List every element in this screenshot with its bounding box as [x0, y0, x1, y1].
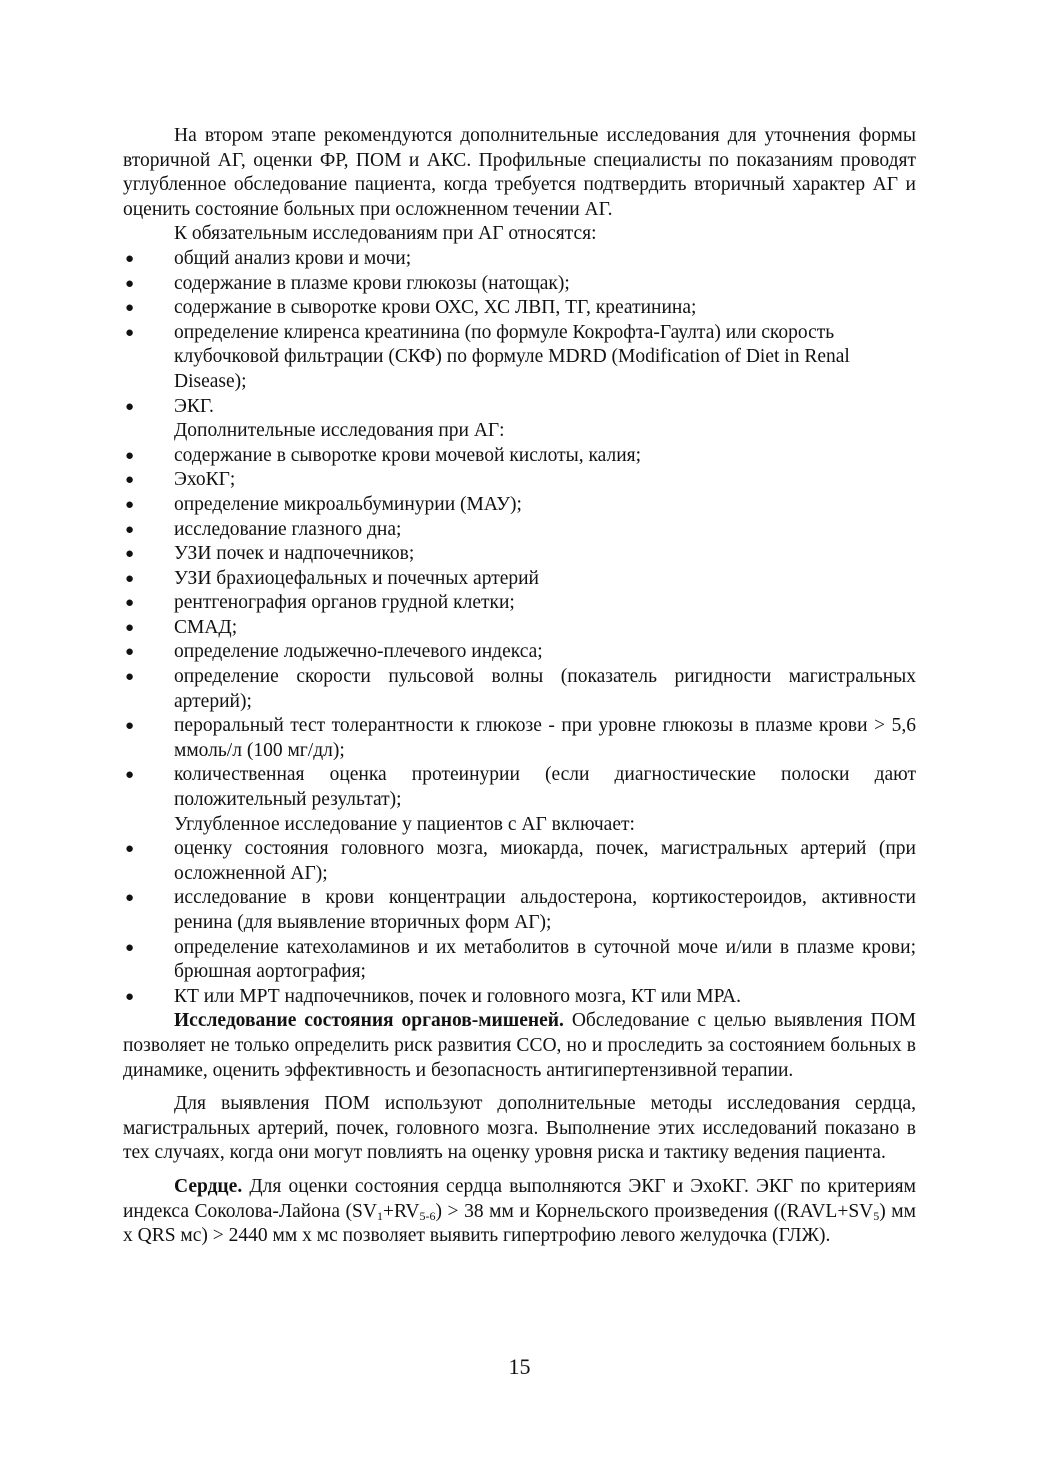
bullet-icon: ● — [125, 595, 135, 612]
bullet-icon: ● — [125, 988, 135, 1005]
target-organs-paragraph: Исследование состояния органов-мишеней. Обследование с целью выявления ПОМ позволяет не только определить риск развития ССО, но и проследить за состоянием больных в динамике, оценить эффективность и безопасность антигипертензивной терапии. — [123, 1010, 916, 1081]
indepth-list — [123, 837, 916, 1009]
list-item: ● количественная оценка протеинурии (если диагностические полоски дают положительный результат); — [125, 764, 916, 811]
list-item: ● УЗИ брахиоцефальных и почечных артерий — [123, 567, 916, 592]
bullet-icon: ● — [125, 546, 135, 563]
bullet-icon: ● — [125, 472, 135, 489]
bullet-icon: ● — [125, 300, 135, 317]
list-item: ● рентгенография органов грудной клетки; — [123, 591, 916, 616]
bullet-icon: ● — [125, 644, 135, 661]
heart-paragraph: Сердце. Для оценки состояния сердца выполняются ЭКГ и ЭхоКГ. ЭКГ по критериям индекса Соколова-Лайона $(SV_1+RV_{5-6}) > 38$ мм и Корнельского произведения ($(RAVL+SV_5)$ мм х QRS мс) > 2440 мм х мс позволяет выявить гипертрофию левого желудочка (ГЛЖ). — [123, 1175, 916, 1247]
bullet-icon: ● — [125, 275, 135, 292]
list-item: ● определение катехоламинов и их метаболитов в суточной моче и/или в плазме крови; брюшная аортография; — [125, 936, 916, 983]
bullet-icon: ● — [125, 496, 135, 513]
heart-heading: Сердце. — [174, 1175, 243, 1197]
bullet-icon: ● — [125, 669, 135, 686]
list-item: ● определение скорости пульсовой волны (показатель ригидности магистральных артерий); — [125, 666, 916, 712]
list-item: ● содержание в плазме крови глюкозы (натощак); — [123, 272, 916, 297]
bullet-icon: ● — [125, 324, 135, 341]
intro-paragraph: На втором этапе рекомендуются дополнительные исследования для уточнения формы вторичной АГ, оценки ФР, ПОМ и АКС. Профильные специалисты по показаниям проводят углубленное обследование пациента, когда требуется подтвердить вторичный характер АГ и оценить состояние больных при осложненном течении АГ. — [123, 125, 916, 220]
bullet-icon: ● — [125, 890, 135, 907]
list-item: ● определение клиренса креатинина (по формуле Кокрофта-Гаулта) или скорость клубочковой фильтрации (СКФ) по формуле MDRD (Modification of Diet in Renal Disease); — [125, 321, 850, 392]
page-number: 15 — [508, 1354, 531, 1379]
indepth-heading: Углубленное исследование у пациентов с АГ включает: — [174, 813, 635, 835]
bullet-icon: ● — [125, 521, 135, 538]
bullet-icon: ● — [125, 447, 135, 464]
list-item: ● определение микроальбуминурии (МАУ); — [123, 493, 916, 518]
list-item: ● ЭКГ. — [123, 395, 916, 420]
list-item: ● ЭхоКГ; — [123, 468, 916, 493]
additional-list — [123, 444, 916, 813]
list-item: ● УЗИ почек и надпочечников; — [123, 542, 916, 567]
list-item: ● содержание в сыворотке крови ОХС, ХС ЛВП, ТГ, креатинина; — [123, 296, 916, 321]
target-organs-heading: Исследование состояния органов-мишеней. — [174, 1010, 564, 1032]
list-item: ● оценку состояния головного мозга, миокарда, почек, магистральных артерий (при осложненной АГ); — [125, 838, 916, 884]
bullet-icon: ● — [125, 570, 135, 587]
list-item: ● общий анализ крови и мочи; — [123, 247, 916, 272]
bullet-icon: ● — [125, 841, 135, 858]
bullet-icon: ● — [125, 398, 135, 415]
mandatory-list — [123, 247, 916, 419]
bullet-icon: ● — [125, 718, 135, 735]
list-item: ● СМАД; — [123, 616, 916, 641]
list-item: ● исследование в крови концентрации альдостерона, кортикостероидов, активности ренина (для выявление вторичных форм АГ); — [125, 887, 916, 933]
list-item: ● КТ или МРТ надпочечников, почек и головного мозга, КТ или МРА. — [123, 985, 916, 1010]
pom-methods-paragraph: Для выявления ПОМ используют дополнительные методы исследования сердца, магистральных артерий, почек, головного мозга. Выполнение этих исследований показано в тех случаях, когда они могут повлиять на оценку уровня риска и тактику ведения пациента. — [123, 1093, 916, 1164]
list-item: ● определение лодыжечно-плечевого индекса; — [123, 640, 916, 665]
mandatory-heading: К обязательным исследованиям при АГ относятся: — [174, 223, 597, 245]
bullet-icon: ● — [125, 250, 135, 267]
list-item: ● содержание в сыворотке крови мочевой кислоты, калия; — [123, 444, 916, 469]
document-page — [123, 124, 916, 1249]
bullet-icon: ● — [125, 619, 135, 636]
additional-heading: Дополнительные исследования при АГ: — [174, 420, 505, 442]
bullet-icon: ● — [125, 939, 135, 956]
bullet-icon: ● — [125, 767, 135, 784]
list-item: ● пероральный тест толерантности к глюкозе - при уровне глюкозы в плазме крови > 5,6 ммоль/л (100 мг/дл); — [125, 715, 916, 761]
list-item: ● исследование глазного дна; — [123, 518, 916, 543]
